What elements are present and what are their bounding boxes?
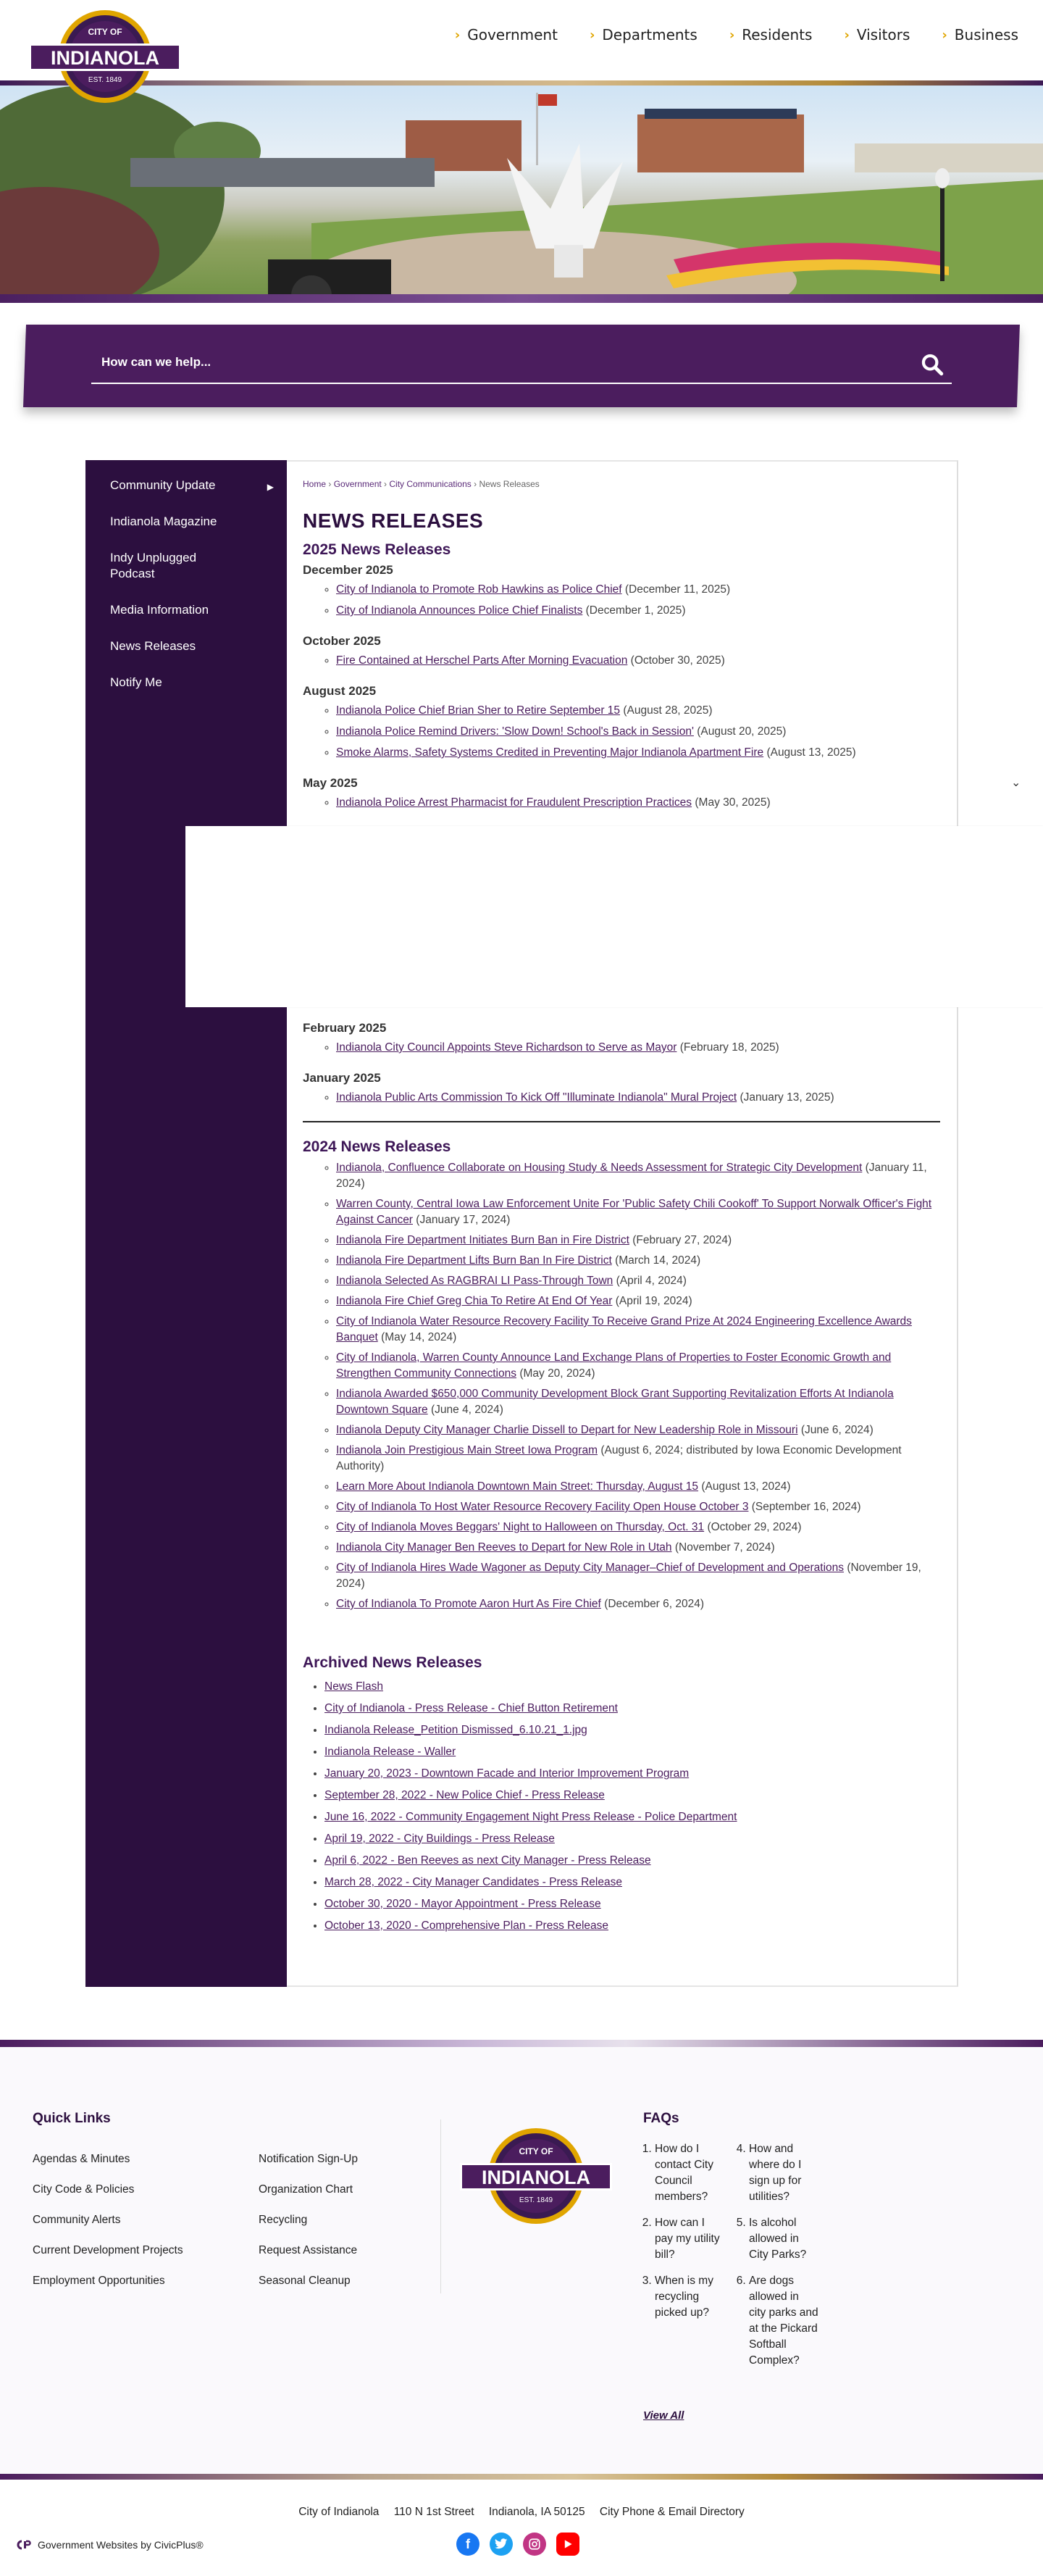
- faq-item: [655, 2215, 724, 2263]
- news-list: [336, 650, 940, 671]
- search-input[interactable]: [101, 355, 826, 370]
- instagram-icon[interactable]: [523, 2533, 546, 2556]
- list-item: [324, 1763, 940, 1785]
- list-item: [336, 742, 940, 763]
- faq-col-2: [737, 2141, 818, 2379]
- news-link[interactable]: Smoke Alarms, Safety Systems Credited in Preventing Major Indianola Apartment Fire: [336, 746, 764, 759]
- quick-link[interactable]: Employment Opportunities: [33, 2275, 165, 2287]
- section-divider: [303, 1121, 940, 1122]
- news-link[interactable]: City of Indianola Announces Police Chief Finalists: [336, 604, 583, 617]
- list-item: [336, 1196, 940, 1228]
- facebook-icon[interactable]: f: [456, 2533, 479, 2556]
- list-item: [336, 1293, 940, 1309]
- news-list: [336, 1087, 940, 1108]
- quick-link[interactable]: City Code & Policies: [33, 2183, 135, 2196]
- news-link[interactable]: City of Indianola Moves Beggars' Night to Halloween on Thursday, Oct. 31: [336, 1521, 705, 1533]
- chevron-down-icon[interactable]: ⌄: [1011, 775, 1021, 789]
- breadcrumb: Home › Government › City Communications › News Releases: [303, 479, 540, 489]
- quick-link[interactable]: Recycling: [259, 2214, 308, 2226]
- news-date: (February 27, 2024): [632, 1234, 732, 1246]
- svg-text:CITY OF: CITY OF: [519, 2146, 553, 2156]
- news-date: (April 19, 2024): [615, 1295, 692, 1307]
- quick-link[interactable]: Notification Sign-Up: [259, 2153, 358, 2165]
- archived-link[interactable]: October 13, 2020 - Comprehensive Plan - Press Release: [324, 1920, 609, 1932]
- list-item: [336, 1087, 940, 1108]
- news-date: (August 13, 2024): [701, 1480, 791, 1493]
- month-heading: January 2025: [303, 1071, 381, 1085]
- news-link[interactable]: Indianola Fire Department Initiates Burn Ban in Fire District: [336, 1234, 629, 1246]
- news-link[interactable]: Warren County, Central Iowa Law Enforcement Unite For 'Public Safety Chili Cookoff' To Support Norwalk Officer's Fight Against Cancer: [336, 1198, 932, 1226]
- faq-item: [749, 2215, 818, 2263]
- news-date: (June 6, 2024): [800, 1424, 874, 1436]
- quick-links-col-1: [33, 2144, 183, 2296]
- footer-stripe-bottom: [0, 2474, 1043, 2480]
- heading-2024: 2024 News Releases: [303, 1138, 451, 1155]
- news-link[interactable]: Indianola Deputy City Manager Charlie Dissell to Depart for New Leadership Role in Missouri: [336, 1424, 798, 1436]
- faq-col-1: [643, 2141, 724, 2331]
- faqs-title: FAQs: [643, 2111, 679, 2126]
- news-date: (December 11, 2025): [624, 583, 731, 596]
- faq-link[interactable]: When is my recycling picked up?: [655, 2275, 713, 2319]
- archived-link[interactable]: March 28, 2022 - City Manager Candidates - Press Release: [324, 1876, 622, 1888]
- civicplus-icon: [16, 2540, 32, 2550]
- news-link[interactable]: Fire Contained at Herschel Parts After Morning Evacuation: [336, 654, 628, 667]
- news-date: (May 30, 2025): [695, 796, 771, 809]
- month-block: [303, 634, 940, 671]
- sidebar: [85, 460, 287, 1987]
- logo-est: EST. 1849: [88, 76, 122, 84]
- news-date: (December 6, 2024): [604, 1598, 705, 1610]
- news-date: (December 1, 2025): [585, 604, 686, 617]
- news-2025-bottom: [303, 1021, 940, 1108]
- list-item: [336, 1479, 940, 1495]
- list-item: [324, 1785, 940, 1806]
- main-content: [287, 460, 958, 1987]
- news-date: (August 20, 2025): [697, 725, 787, 738]
- month-block: [303, 776, 940, 813]
- hero-scene: [0, 86, 1043, 303]
- quick-links-col-2: [259, 2144, 358, 2296]
- news-link[interactable]: Indianola City Council Appoints Steve Richardson to Serve as Mayor: [336, 1041, 677, 1054]
- chevron-right-icon: ›: [454, 27, 461, 43]
- news-list: [336, 700, 940, 763]
- news-date: (June 4, 2024): [430, 1404, 503, 1416]
- sidebar-item-notify-me[interactable]: Notify Me: [110, 675, 162, 689]
- news-list: [336, 579, 940, 621]
- archived-link[interactable]: News Flash: [324, 1680, 383, 1693]
- quick-link[interactable]: Organization Chart: [259, 2183, 353, 2196]
- list-item: [336, 721, 940, 742]
- breadcrumb-home[interactable]: Home: [303, 479, 327, 489]
- news-link[interactable]: Indianola Fire Department Lifts Burn Ban In Fire District: [336, 1254, 612, 1267]
- nav-departments[interactable]: › Departments: [589, 26, 698, 43]
- list-item: [336, 1540, 940, 1556]
- nav-business[interactable]: › Business: [942, 26, 1018, 43]
- news-date: (September 16, 2024): [751, 1501, 861, 1513]
- month-block: [303, 563, 940, 621]
- contact-line: [0, 2506, 1043, 2519]
- nav-visitors[interactable]: › Visitors: [844, 26, 910, 43]
- contact-citystate: Indianola, IA 50125: [488, 2506, 585, 2518]
- month-heading: October 2025: [303, 634, 381, 648]
- sidebar-item-media-information[interactable]: Media Information: [110, 603, 209, 617]
- hero-image: [0, 86, 1043, 303]
- heading-archived: Archived News Releases: [303, 1654, 482, 1671]
- faq-item: [749, 2141, 818, 2205]
- twitter-icon[interactable]: [490, 2533, 513, 2556]
- contact-address: 110 N 1st Street: [393, 2506, 474, 2518]
- news-link[interactable]: City of Indianola To Promote Aaron Hurt As Fire Chief: [336, 1598, 601, 1610]
- list-item: [324, 1850, 940, 1872]
- news-date: (August 28, 2025): [623, 704, 713, 717]
- month-block: [303, 1021, 940, 1058]
- news-date: (January 13, 2025): [740, 1091, 834, 1104]
- news-link[interactable]: City of Indianola Water Resource Recovery Facility To Receive Grand Prize At 2024 Engineering Excellence Awards Banquet: [336, 1315, 912, 1343]
- list-item: [336, 1560, 940, 1592]
- list-item: [324, 1915, 940, 1937]
- phone-directory-link[interactable]: City Phone & Email Directory: [599, 2506, 745, 2518]
- news-link[interactable]: Indianola Police Remind Drivers: 'Slow Down! School's Back in Session': [336, 725, 694, 738]
- news-date: (January 17, 2024): [416, 1214, 511, 1226]
- news-date: (March 14, 2024): [615, 1254, 701, 1267]
- news-link[interactable]: Learn More About Indianola Downtown Main Street: Thursday, August 15: [336, 1480, 699, 1493]
- news-link[interactable]: City of Indianola, Warren County Announce Land Exchange Plans of Properties to Foster Economic Growth and Strengthen Community Connections: [336, 1351, 892, 1380]
- quick-link[interactable]: Community Alerts: [33, 2214, 121, 2226]
- sidebar-item-magazine[interactable]: Indianola Magazine: [110, 514, 217, 528]
- sidebar-item-podcast[interactable]: Indy Unplugged Podcast: [110, 551, 197, 580]
- list-item: [336, 1520, 940, 1535]
- archived-link[interactable]: October 30, 2020 - Mayor Appointment - Press Release: [324, 1898, 601, 1910]
- site-header: [0, 0, 1043, 86]
- news-list: [336, 792, 940, 813]
- month-heading: August 2025: [303, 684, 377, 698]
- list-item: [324, 1872, 940, 1893]
- news-date: (October 30, 2025): [630, 654, 725, 667]
- archived-link[interactable]: April 19, 2022 - City Buildings - Press Release: [324, 1833, 555, 1845]
- list-item: [324, 1720, 940, 1741]
- chevron-right-icon: ›: [844, 27, 850, 43]
- quick-link[interactable]: Agendas & Minutes: [33, 2153, 130, 2165]
- list-item: [324, 1828, 940, 1850]
- chevron-right-icon: ›: [942, 27, 947, 43]
- news-2025-top: [303, 563, 940, 813]
- faq-link[interactable]: How do I contact City Council members?: [655, 2143, 713, 2203]
- footer-stripe: [0, 2040, 1043, 2047]
- month-block: [303, 1071, 940, 1108]
- news-link[interactable]: Indianola City Manager Ben Reeves to Depart for New Role in Utah: [336, 1541, 672, 1554]
- news-date: (November 19, 2024): [336, 1562, 921, 1590]
- chevron-right-icon: ›: [729, 27, 735, 43]
- faq-item: [655, 2141, 724, 2205]
- faq-link[interactable]: How can I pay my utility bill?: [655, 2217, 720, 2261]
- logo-name: INDIANOLA: [51, 47, 159, 69]
- news-date: (August 13, 2025): [766, 746, 856, 759]
- list-item: [324, 1698, 940, 1720]
- site-footer: [0, 2047, 1043, 2475]
- list-item: [336, 1350, 940, 1382]
- list-item: [336, 1273, 940, 1289]
- list-item: [336, 1233, 940, 1249]
- nav-residents[interactable]: › Residents: [729, 26, 813, 43]
- page-title: NEWS RELEASES: [303, 509, 484, 532]
- sidebar-item-community-update[interactable]: Community Update ▶: [85, 467, 287, 504]
- footer-city-logo[interactable]: [460, 2125, 612, 2227]
- youtube-icon[interactable]: [556, 2533, 579, 2556]
- list-item: [336, 650, 940, 671]
- faq-item: [749, 2273, 818, 2369]
- news-link[interactable]: Indianola Join Prestigious Main Street Iowa Program: [336, 1444, 598, 1456]
- list-item: [336, 792, 940, 813]
- list-item: [336, 1499, 940, 1515]
- month-heading: December 2025: [303, 563, 393, 577]
- news-link[interactable]: City of Indianola To Host Water Resource Recovery Facility Open House October 3: [336, 1501, 749, 1513]
- news-link[interactable]: Indianola Public Arts Commission To Kick Off "Illuminate Indianola" Mural Project: [336, 1091, 737, 1104]
- chevron-right-icon: ›: [589, 27, 595, 43]
- contact-city: City of Indianola: [298, 2506, 380, 2518]
- faq-link[interactable]: Is alcohol allowed in City Parks?: [749, 2217, 807, 2261]
- list-item: [336, 1037, 940, 1058]
- month-heading: February 2025: [303, 1021, 387, 1035]
- svg-text:EST. 1849: EST. 1849: [519, 2196, 553, 2204]
- civicplus-credit[interactable]: Government Websites by CivicPlus®: [16, 2539, 204, 2551]
- faq-link[interactable]: Are dogs allowed in city parks and at the Pickard Softball Complex?: [749, 2275, 818, 2367]
- archived-list: [324, 1676, 940, 1937]
- list-item: [336, 1253, 940, 1269]
- news-date: (February 18, 2025): [679, 1041, 779, 1054]
- list-item: [336, 1314, 940, 1346]
- blank-overlay-panel: [185, 826, 1043, 1007]
- list-item: [336, 1386, 940, 1418]
- news-link[interactable]: Indianola Police Chief Brian Sher to Retire September 15: [336, 704, 621, 717]
- news-date: (November 7, 2024): [674, 1541, 775, 1554]
- svg-text:INDIANOLA: INDIANOLA: [482, 2167, 590, 2188]
- view-all-faqs-link[interactable]: View All: [643, 2409, 684, 2422]
- bottom-bar: [0, 2480, 1043, 2576]
- quick-link[interactable]: Request Assistance: [259, 2244, 358, 2256]
- month-block: [303, 684, 940, 763]
- news-link[interactable]: City of Indianola Hires Wade Wagoner as Deputy City Manager–Chief of Development and Operations: [336, 1562, 845, 1574]
- news-date: (May 20, 2024): [519, 1367, 595, 1380]
- faq-item: [655, 2273, 724, 2321]
- quick-link[interactable]: Seasonal Cleanup: [259, 2275, 351, 2287]
- month-heading: May 2025: [303, 776, 358, 790]
- search-icon[interactable]: [920, 352, 944, 377]
- list-item: [324, 1741, 940, 1763]
- faq-link[interactable]: How and where do I sign up for utilities?: [749, 2143, 802, 2203]
- news-date: (August 6, 2024; distributed by Iowa Economic Development Authority): [336, 1444, 902, 1472]
- news-link[interactable]: Indianola Fire Chief Greg Chia To Retire At End Of Year: [336, 1295, 613, 1307]
- news-list: [336, 1037, 940, 1058]
- city-logo[interactable]: [29, 9, 181, 110]
- list-item: [324, 1893, 940, 1915]
- list-item: [324, 1676, 940, 1698]
- search-field: [91, 348, 952, 384]
- news-date: (October 29, 2024): [707, 1521, 802, 1533]
- list-item: [336, 600, 940, 621]
- archived-link[interactable]: June 16, 2022 - Community Engagement Night Press Release - Police Department: [324, 1811, 737, 1823]
- list-item: [324, 1806, 940, 1828]
- heading-2025: 2025 News Releases: [303, 541, 451, 558]
- news-date: (January 11, 2024): [336, 1162, 927, 1190]
- news-list-2024: [336, 1160, 940, 1612]
- list-item: [336, 1596, 940, 1612]
- social-links: [456, 2533, 579, 2556]
- news-link[interactable]: Indianola Awarded $650,000 Community Development Block Grant Supporting Revitalization Efforts At Indianola Downtown Square: [336, 1388, 894, 1416]
- breadcrumb-government[interactable]: Government: [333, 479, 382, 489]
- quick-links-title: Quick Links: [33, 2111, 111, 2126]
- breadcrumb-communications[interactable]: City Communications: [389, 479, 472, 489]
- news-link[interactable]: Indianola Selected As RAGBRAI LI Pass-Through Town: [336, 1275, 613, 1287]
- breadcrumb-current: News Releases: [479, 479, 540, 489]
- caret-right-icon: ▶: [267, 482, 274, 492]
- archived-link[interactable]: January 20, 2023 - Downtown Facade and Interior Improvement Program: [324, 1767, 690, 1780]
- logo-city-of: CITY OF: [88, 27, 122, 37]
- list-item: [336, 1422, 940, 1438]
- archived-link[interactable]: Indianola Release - Waller: [324, 1746, 456, 1758]
- news-link[interactable]: Indianola, Confluence Collaborate on Housing Study & Needs Assessment for Strategic City Development: [336, 1162, 863, 1174]
- news-link[interactable]: Indianola Police Arrest Pharmacist for Fraudulent Prescription Practices: [336, 796, 692, 809]
- list-item: [336, 1160, 940, 1192]
- archived-link[interactable]: Indianola Release_Petition Dismissed_6.10.21_1.jpg: [324, 1724, 587, 1736]
- archived-link[interactable]: April 6, 2022 - Ben Reeves as next City Manager - Press Release: [324, 1854, 651, 1867]
- quick-link[interactable]: Current Development Projects: [33, 2244, 183, 2256]
- news-date: (April 4, 2024): [616, 1275, 687, 1287]
- archived-link[interactable]: City of Indianola - Press Release - Chief Button Retirement: [324, 1702, 618, 1714]
- list-item: [336, 579, 940, 600]
- sidebar-item-news-releases[interactable]: News Releases: [110, 639, 196, 653]
- main-nav: [439, 26, 1034, 43]
- news-date: (May 14, 2024): [381, 1331, 457, 1343]
- archived-link[interactable]: September 28, 2022 - New Police Chief - Press Release: [324, 1789, 605, 1801]
- list-item: [336, 700, 940, 721]
- news-link[interactable]: City of Indianola to Promote Rob Hawkins as Police Chief: [336, 583, 622, 596]
- list-item: [336, 1443, 940, 1475]
- nav-government[interactable]: › Government: [454, 26, 558, 43]
